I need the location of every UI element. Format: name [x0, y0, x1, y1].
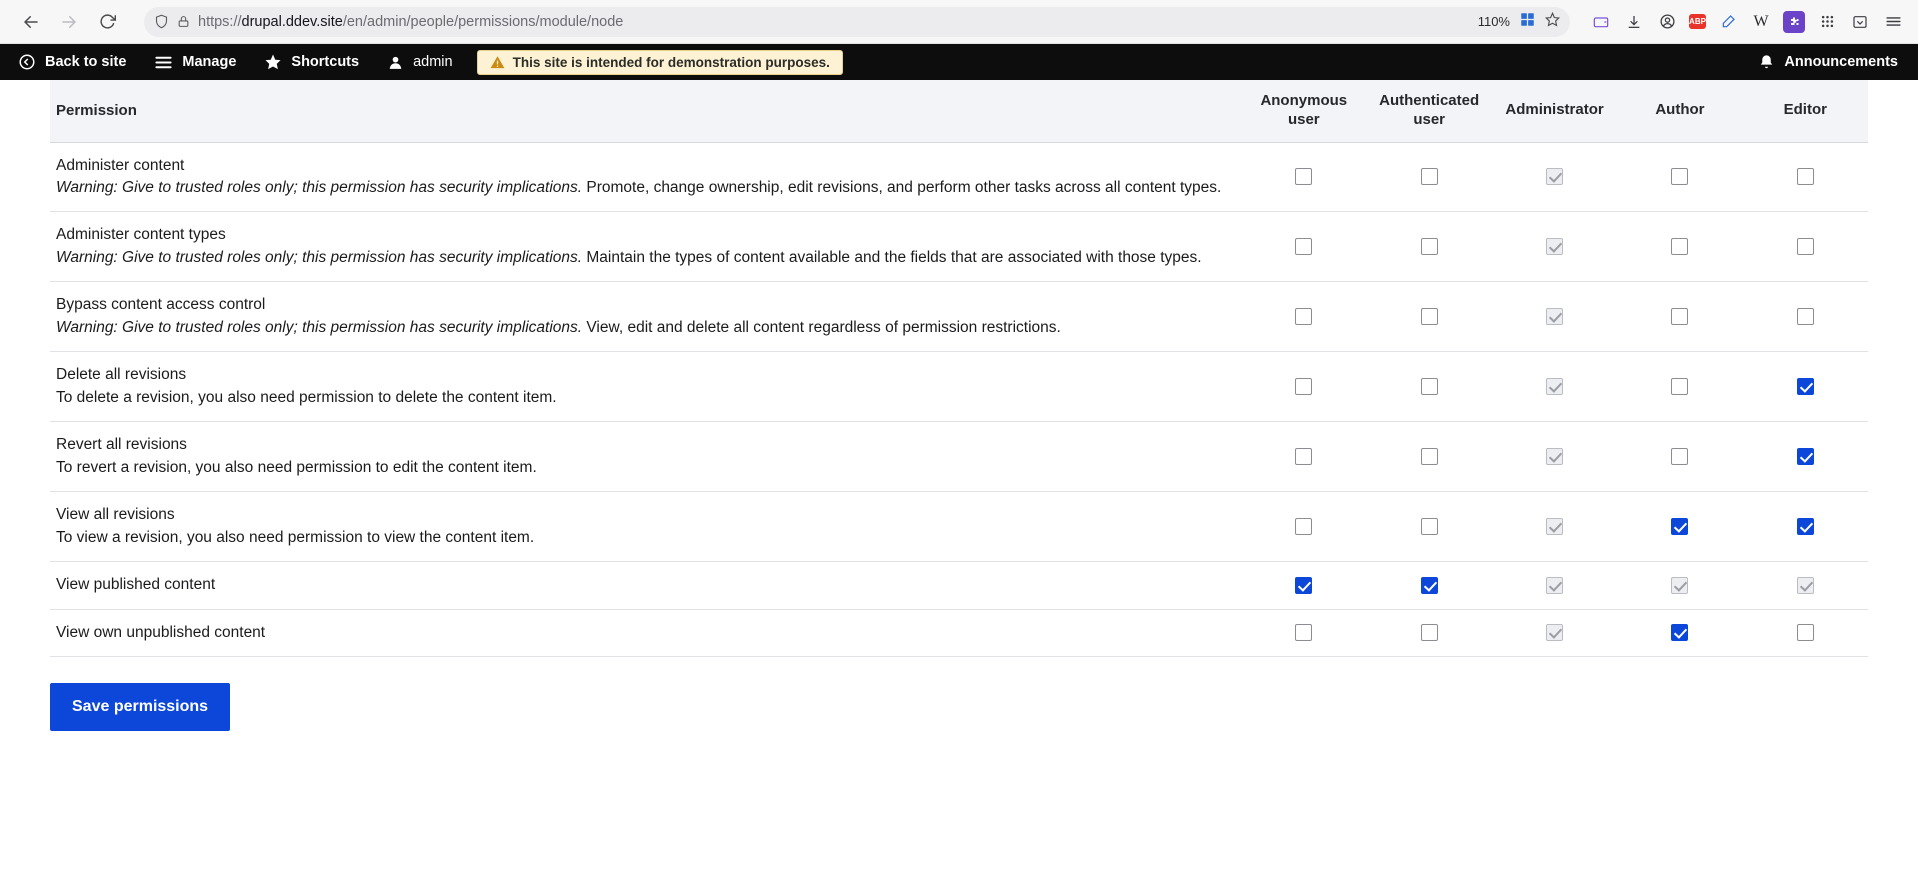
- permission-title: Revert all revisions: [56, 436, 187, 454]
- table-row: [50, 212, 1868, 282]
- permission-checkbox-cell-author: [1617, 142, 1742, 212]
- warning-triangle-icon: [490, 55, 505, 70]
- permission-checkbox-cell-administrator: [1492, 609, 1617, 656]
- download-icon[interactable]: [1623, 11, 1645, 33]
- permission-cell: [50, 282, 1241, 352]
- checkbox-anonymous[interactable]: [1295, 448, 1312, 465]
- permission-checkbox-cell-author: [1617, 212, 1742, 282]
- permission-checkbox-cell-anonymous: [1241, 492, 1366, 562]
- permission-checkbox-cell-administrator: [1492, 492, 1617, 562]
- zoom-level[interactable]: 110%: [1477, 14, 1510, 29]
- permission-checkbox-cell-anonymous: [1241, 562, 1366, 609]
- permission-checkbox-cell-administrator: [1492, 352, 1617, 422]
- announcements-button[interactable]: [1758, 54, 1904, 71]
- permission-checkbox-cell-author: [1617, 352, 1742, 422]
- checkbox-editor[interactable]: [1797, 448, 1814, 465]
- permission-checkbox-cell-authenticated: [1366, 282, 1491, 352]
- permission-description-text: To delete a revision, you also need permission to delete the content item.: [56, 388, 557, 406]
- checkbox-author[interactable]: [1671, 308, 1688, 325]
- checkbox-anonymous[interactable]: [1295, 168, 1312, 185]
- lock-icon: [177, 15, 190, 28]
- column-header-authenticated-user: Authenticated user: [1366, 80, 1491, 142]
- checkbox-authenticated[interactable]: [1421, 577, 1438, 594]
- permission-checkbox-cell-editor: [1743, 352, 1868, 422]
- permission-description: [56, 247, 1235, 269]
- url-scheme: https://: [198, 13, 242, 30]
- permission-description-text: Maintain the types of content available and the fields that are associated with those types.: [586, 248, 1202, 266]
- shortcuts-button[interactable]: [250, 44, 373, 80]
- permission-cell: [50, 142, 1241, 212]
- checkbox-administrator: [1546, 518, 1563, 535]
- checkbox-anonymous[interactable]: [1295, 378, 1312, 395]
- checkbox-editor[interactable]: [1797, 624, 1814, 641]
- permission-checkbox-cell-editor: [1743, 422, 1868, 492]
- back-to-site-button[interactable]: [4, 44, 140, 80]
- permission-description: [56, 317, 1235, 339]
- browser-toolbar: [0, 0, 1918, 44]
- permission-checkbox-cell-anonymous: [1241, 352, 1366, 422]
- url-path: /en/admin/people/permissions/module/node: [342, 13, 624, 30]
- permission-checkbox-cell-author: [1617, 609, 1742, 656]
- url-host: drupal.ddev.site: [241, 13, 343, 30]
- checkbox-anonymous[interactable]: [1295, 577, 1312, 594]
- hamburger-icon: [154, 53, 173, 72]
- permission-cell: [50, 352, 1241, 422]
- permission-cell: [50, 422, 1241, 492]
- permission-checkbox-cell-editor: [1743, 142, 1868, 212]
- demo-banner-text: This site is intended for demonstration purposes.: [512, 54, 830, 70]
- wikipedia-icon[interactable]: W: [1753, 12, 1769, 30]
- permission-checkbox-cell-editor: [1743, 492, 1868, 562]
- permission-checkbox-cell-anonymous: [1241, 142, 1366, 212]
- table-row: [50, 142, 1868, 212]
- permission-checkbox-cell-administrator: [1492, 562, 1617, 609]
- permission-title: Bypass content access control: [56, 296, 266, 314]
- checkbox-author[interactable]: [1671, 448, 1688, 465]
- checkbox-authenticated[interactable]: [1421, 168, 1438, 185]
- apps-grid-icon[interactable]: [1816, 11, 1838, 33]
- manage-label: Manage: [182, 54, 237, 70]
- permission-warning: Warning: Give to trusted roles only; this permission has security implications.: [56, 178, 583, 196]
- checkbox-author: [1671, 577, 1688, 594]
- shield-icon: [154, 14, 169, 29]
- permission-checkbox-cell-authenticated: [1366, 562, 1491, 609]
- permission-description-text: To revert a revision, you also need permission to edit the content item.: [56, 458, 537, 476]
- permission-checkbox-cell-administrator: [1492, 142, 1617, 212]
- address-bar[interactable]: [144, 7, 1570, 37]
- checkbox-authenticated[interactable]: [1421, 308, 1438, 325]
- manage-button[interactable]: [140, 44, 250, 80]
- permission-checkbox-cell-anonymous: [1241, 282, 1366, 352]
- checkbox-editor[interactable]: [1797, 238, 1814, 255]
- permission-title: View all revisions: [56, 506, 175, 524]
- checkbox-authenticated[interactable]: [1421, 624, 1438, 641]
- permissions-table: [50, 80, 1868, 657]
- drupal-admin-toolbar: [0, 44, 1918, 80]
- permission-checkbox-cell-editor: [1743, 282, 1868, 352]
- checkbox-author[interactable]: [1671, 168, 1688, 185]
- permission-checkbox-cell-anonymous: [1241, 609, 1366, 656]
- permission-title: Administer content: [56, 156, 185, 174]
- checkbox-anonymous[interactable]: [1295, 308, 1312, 325]
- permission-title: Delete all revisions: [56, 366, 187, 384]
- permission-checkbox-cell-administrator: [1492, 212, 1617, 282]
- permission-checkbox-cell-authenticated: [1366, 422, 1491, 492]
- checkbox-administrator: [1546, 238, 1563, 255]
- permission-description-text: View, edit and delete all content regardless of permission restrictions.: [586, 318, 1061, 336]
- permission-description-text: Promote, change ownership, edit revisions, and perform other tasks across all content types.: [586, 178, 1222, 196]
- checkbox-author[interactable]: [1671, 518, 1688, 535]
- zoom-grid-icon[interactable]: [1520, 12, 1535, 32]
- checkbox-authenticated[interactable]: [1421, 518, 1438, 535]
- star-icon: [264, 53, 282, 71]
- checkbox-editor[interactable]: [1797, 378, 1814, 395]
- permissions-page: [0, 80, 1918, 731]
- permission-title: View own unpublished content: [56, 623, 266, 641]
- permission-checkbox-cell-administrator: [1492, 282, 1617, 352]
- zoom-controls[interactable]: [1478, 12, 1560, 32]
- checkbox-editor: [1797, 577, 1814, 594]
- permission-checkbox-cell-author: [1617, 422, 1742, 492]
- pen-icon[interactable]: [1717, 11, 1739, 33]
- bell-icon: [1758, 54, 1775, 71]
- table-row: [50, 282, 1868, 352]
- permission-description-text: To view a revision, you also need permission to view the content item.: [56, 528, 535, 546]
- checkbox-anonymous[interactable]: [1295, 518, 1312, 535]
- table-row: [50, 609, 1868, 656]
- permission-title: View published content: [56, 576, 216, 594]
- column-header-administrator: Administrator: [1492, 80, 1617, 142]
- wallet-icon[interactable]: [1590, 11, 1612, 33]
- table-row: [50, 492, 1868, 562]
- demo-banner: [477, 50, 843, 75]
- star-icon[interactable]: [1545, 12, 1560, 32]
- permission-cell: [50, 492, 1241, 562]
- checkbox-administrator: [1546, 308, 1563, 325]
- checkbox-authenticated[interactable]: [1421, 238, 1438, 255]
- permission-checkbox-cell-authenticated: [1366, 609, 1491, 656]
- permission-checkbox-cell-authenticated: [1366, 212, 1491, 282]
- permission-description: [56, 177, 1235, 199]
- checkbox-author[interactable]: [1671, 624, 1688, 641]
- permission-cell: [50, 609, 1241, 656]
- extension-icons: [1584, 11, 1904, 33]
- chevron-left-circle-icon: [18, 53, 36, 71]
- table-row: [50, 562, 1868, 609]
- back-icon[interactable]: [14, 5, 48, 39]
- checkbox-administrator: [1546, 624, 1563, 641]
- checkbox-editor[interactable]: [1797, 518, 1814, 535]
- checkbox-administrator: [1546, 448, 1563, 465]
- checkbox-author[interactable]: [1671, 238, 1688, 255]
- permission-checkbox-cell-editor: [1743, 609, 1868, 656]
- table-row: [50, 422, 1868, 492]
- checkbox-administrator: [1546, 168, 1563, 185]
- table-body: [50, 142, 1868, 657]
- table-header-row: [50, 80, 1868, 142]
- checkbox-editor[interactable]: [1797, 308, 1814, 325]
- save-to-pocket-icon[interactable]: [1849, 11, 1871, 33]
- forward-icon[interactable]: [52, 5, 86, 39]
- permission-title: Administer content types: [56, 226, 226, 244]
- reload-icon[interactable]: [90, 5, 124, 39]
- form-actions: [50, 657, 1868, 731]
- checkbox-editor[interactable]: [1797, 168, 1814, 185]
- permission-description: [56, 457, 1235, 479]
- menu-hamburger-icon[interactable]: [1882, 11, 1904, 33]
- permission-checkbox-cell-author: [1617, 562, 1742, 609]
- person-icon: [387, 54, 404, 71]
- table-row: [50, 352, 1868, 422]
- permission-cell: [50, 562, 1241, 609]
- checkbox-administrator: [1546, 577, 1563, 594]
- column-header-anonymous-user: Anonymous user: [1241, 80, 1366, 142]
- checkbox-administrator: [1546, 378, 1563, 395]
- checkbox-authenticated[interactable]: [1421, 448, 1438, 465]
- account-circle-icon[interactable]: [1656, 11, 1678, 33]
- permission-cell: [50, 212, 1241, 282]
- checkbox-authenticated[interactable]: [1421, 378, 1438, 395]
- ads-blocker-icon[interactable]: ABP: [1689, 14, 1706, 29]
- checkbox-anonymous[interactable]: [1295, 624, 1312, 641]
- puzzle-extension-icon[interactable]: [1783, 11, 1805, 33]
- user-account-button[interactable]: [373, 44, 467, 80]
- back-to-site-label: Back to site: [45, 54, 127, 70]
- url-text: [198, 14, 623, 30]
- column-header-editor: Editor: [1743, 80, 1868, 142]
- table-head: [50, 80, 1868, 142]
- shortcuts-label: Shortcuts: [291, 54, 360, 70]
- permission-checkbox-cell-anonymous: [1241, 422, 1366, 492]
- column-header-permission: Permission: [50, 80, 1241, 142]
- permission-checkbox-cell-editor: [1743, 562, 1868, 609]
- permission-checkbox-cell-author: [1617, 282, 1742, 352]
- permission-checkbox-cell-author: [1617, 492, 1742, 562]
- save-permissions-button[interactable]: Save permissions: [50, 683, 230, 731]
- permission-checkbox-cell-authenticated: [1366, 142, 1491, 212]
- checkbox-anonymous[interactable]: [1295, 238, 1312, 255]
- permission-checkbox-cell-administrator: [1492, 422, 1617, 492]
- permission-description: [56, 387, 1235, 409]
- permission-description: [56, 527, 1235, 549]
- user-account-label: admin: [413, 54, 453, 70]
- permission-checkbox-cell-editor: [1743, 212, 1868, 282]
- column-header-author: Author: [1617, 80, 1742, 142]
- checkbox-author[interactable]: [1671, 378, 1688, 395]
- permission-checkbox-cell-anonymous: [1241, 212, 1366, 282]
- announcements-label: Announcements: [1784, 54, 1898, 70]
- permission-warning: Warning: Give to trusted roles only; this permission has security implications.: [56, 248, 583, 266]
- permission-checkbox-cell-authenticated: [1366, 352, 1491, 422]
- permission-checkbox-cell-authenticated: [1366, 492, 1491, 562]
- permission-warning: Warning: Give to trusted roles only; this permission has security implications.: [56, 318, 583, 336]
